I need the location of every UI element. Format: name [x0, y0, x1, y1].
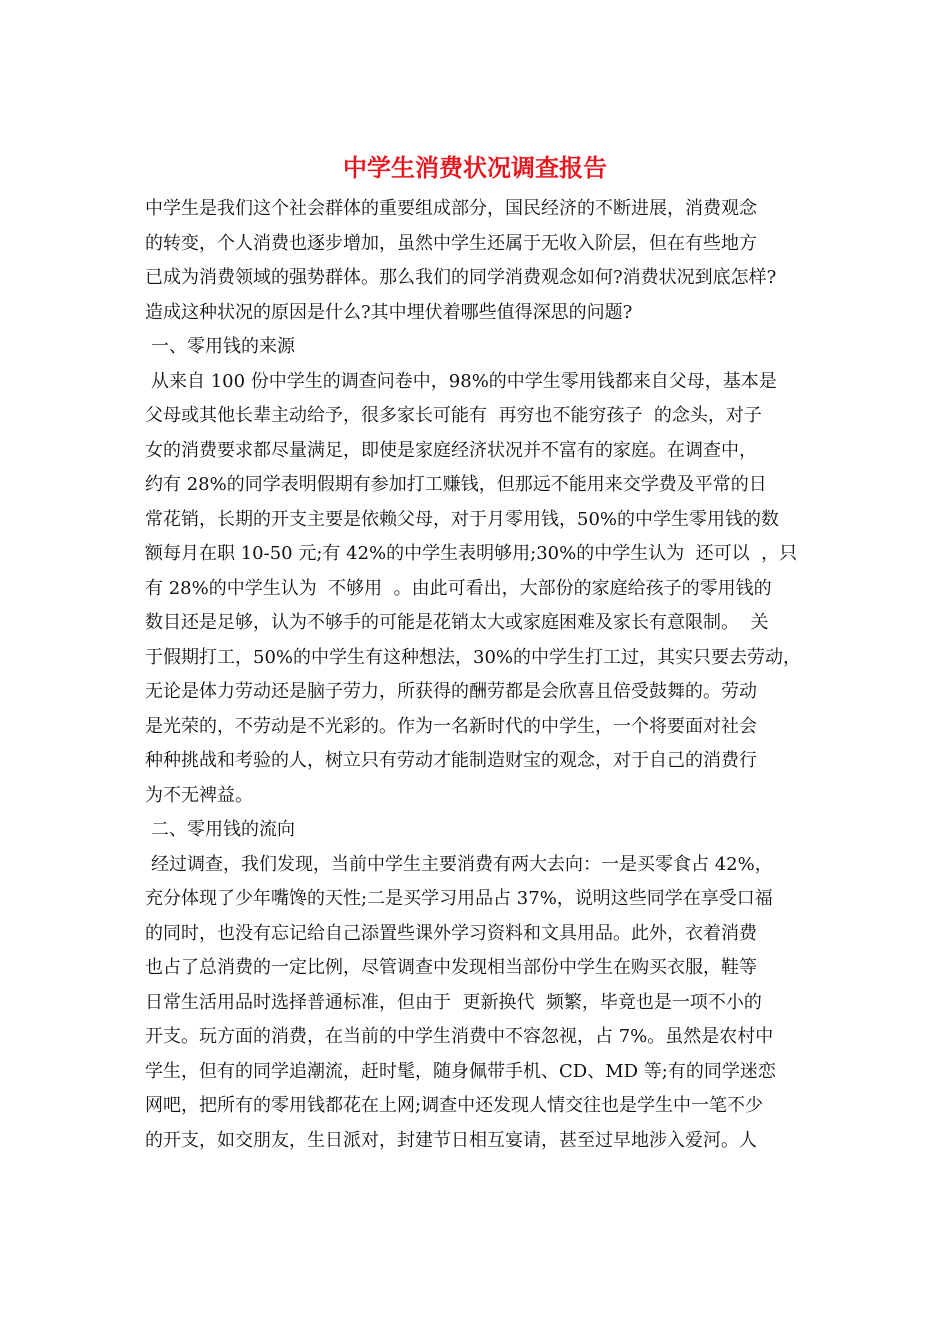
paragraph-line: 从来自 100 份中学生的调查问卷中，98%的中学生零用钱都来自父母，基本是 [151, 370, 777, 392]
paragraph-line: 经过调查，我们发现，当前中学生主要消费有两大去向：一是买零食占 42%， [151, 853, 773, 875]
paragraph-line: 为不无裨益。 [145, 784, 253, 806]
paragraph-line: 于假期打工，50%的中学生有这种想法，30%的中学生打工过，其实只要去劳动， [145, 646, 802, 668]
section-heading: 二、零用钱的流向 [151, 819, 295, 840]
paragraph-line: 已成为消费领域的强势群体。那么我们的同学消费观念如何?消费状况到底怎样? [145, 267, 777, 288]
paragraph-line: 的转变，个人消费也逐步增加，虽然中学生还属于无收入阶层，但在有些地方 [145, 232, 757, 254]
document-title: 中学生消费状况调查报告 [343, 153, 607, 182]
paragraph-line: 开支。玩方面的消费，在当前的中学生消费中不容忽视，占 7%。虽然是农村中 [145, 1026, 774, 1047]
paragraph-line: 充分体现了少年嘴馋的天性;二是买学习用品占 37%，说明这些同学在享受口福 [145, 888, 773, 909]
paragraph-line: 数目还是足够，认为不够手的可能是花销太大或家庭困难及家长有意限制。 关 [145, 612, 769, 633]
paragraph-line: 女的消费要求都尽量满足，即使是家庭经济状况并不富有的家庭。在调查中， [145, 439, 757, 461]
paragraph-line: 种种挑战和考验的人，树立只有劳动才能制造财宝的观念，对于自己的消费行 [145, 750, 757, 771]
paragraph-line: 无论是体力劳动还是脑子劳力，所获得的酬劳都是会欣喜且倍受鼓舞的。劳动 [145, 681, 757, 702]
paragraph-line: 有 28%的中学生认为 不够用 。由此可看出，大部份的家庭给孩子的零用钱的 [145, 577, 772, 599]
paragraph-line: 造成这种状况的原因是什么?其中埋伏着哪些值得深思的问题? [145, 301, 633, 323]
paragraph-line: 约有 28%的同学表明假期有参加打工赚钱，但那远不能用来交学费及平常的日 [145, 474, 767, 495]
paragraph-line: 也占了总消费的一定比例，尽管调查中发现相当部份中学生在购买衣服，鞋等 [145, 957, 757, 978]
paragraph-line: 是光荣的，不劳动是不光彩的。作为一名新时代的中学生，一个将要面对社会 [145, 715, 757, 737]
paragraph-line: 学生，但有的同学追潮流，赶时髦，随身佩带手机、CD、MD 等;有的同学迷恋 [145, 1060, 776, 1082]
paragraph-line: 父母或其他长辈主动给予，很多家长可能有 再穷也不能穷孩子 的念头，对子 [145, 405, 762, 426]
paragraph-line: 的开支，如交朋友，生日派对，封建节日相互宴请，甚至过早地涉入爱河。人 [145, 1129, 757, 1151]
paragraph-line: 中学生是我们这个社会群体的重要组成部分，国民经济的不断进展，消费观念 [145, 198, 757, 219]
paragraph-line: 日常生活用品时选择普通标准，但由于 更新换代 频繁，毕竟也是一项不小的 [145, 991, 762, 1013]
paragraph-line: 常花销，长期的开支主要是依赖父母，对于月零用钱，50%的中学生零用钱的数 [145, 508, 780, 530]
paragraph-line: 额每月在职 10-50 元;有 42%的中学生表明够用;30%的中学生认为 还可以 ，只 [145, 543, 798, 564]
document-body [145, 192, 825, 1158]
paragraph-line: 的同时，也没有忘记给自己添置些课外学习资料和文具用品。此外，衣着消费 [145, 922, 757, 944]
section-heading: 一、零用钱的来源 [151, 336, 295, 357]
paragraph-line: 网吧，把所有的零用钱都花在上网;调查中还发现人情交往也是学生中一笔不少 [145, 1095, 764, 1116]
